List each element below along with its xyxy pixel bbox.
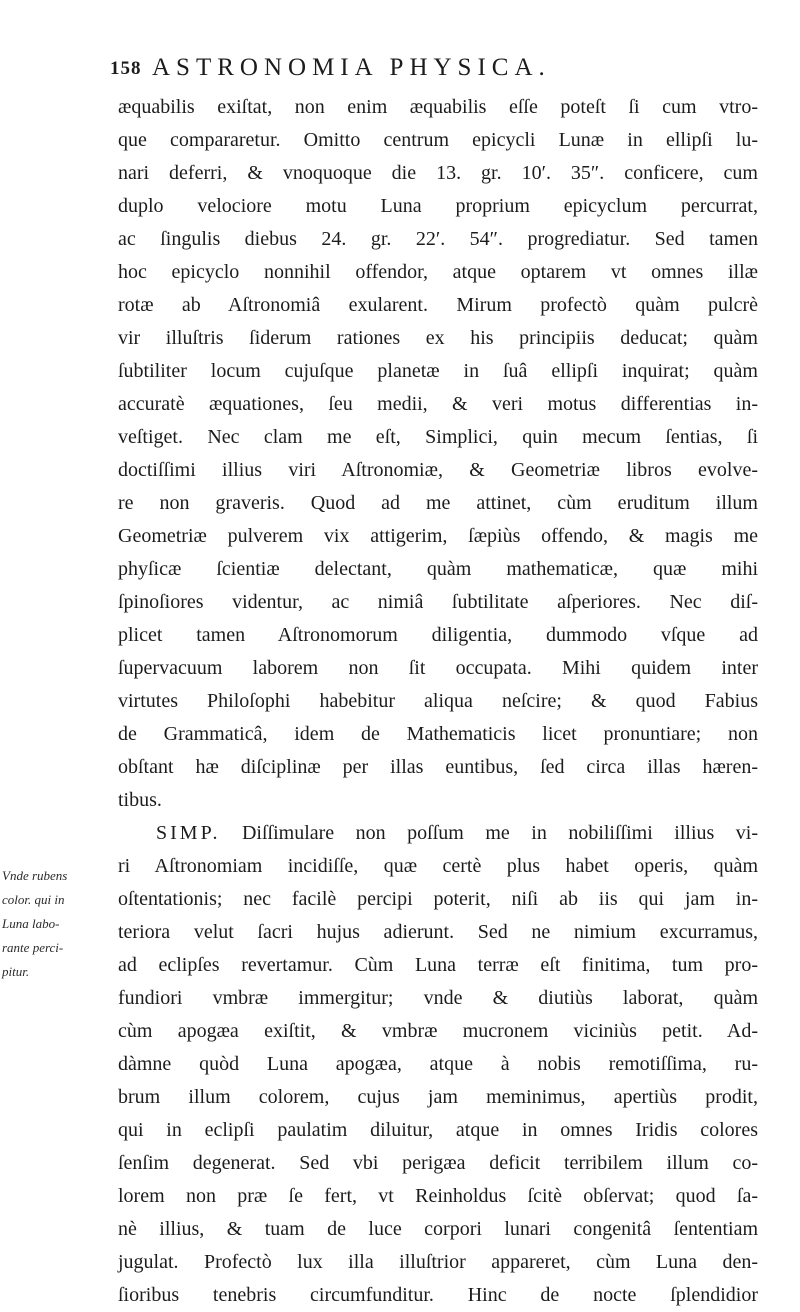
text-line: cùm apogæa exiſtit, & vmbræ mucronem viciniùs petit. Ad- [118,1020,758,1042]
text-line: duplo velociore motu Luna proprium epicyclum percurrat, [118,195,758,217]
text-line: ſpinoſiores videntur, ac nimiâ ſubtilitate aſperiores. Nec diſ- [118,591,758,613]
text-line: ac ſingulis diebus 24. gr. 22′. 54″. progrediatur. Sed tamen [118,228,758,250]
text-line: re non graveris. Quod ad me attinet, cùm eruditum illum [118,492,758,514]
text-line: teriora velut ſacri hujus adierunt. Sed ne nimium excurramus, [118,921,758,943]
text-line: hoc epicyclo nonnihil offendor, atque optarem vt omnes illæ [118,261,758,283]
margin-note-line: Luna labo- [2,916,60,931]
text-line: vir illuſtris ſiderum rationes ex his principiis deducat; quàm [118,327,758,349]
speaker-line [118,817,758,850]
margin-note-line: color. qui in [2,892,65,907]
text-line: Geometriæ pulverem vix attigerim, ſæpiùs offendo, & magis me [118,525,758,547]
margin-note-line: pitur. [2,964,30,979]
text-line: Diſſimulare non poſſum me in nobiliſſimi illius vi- [241,822,758,844]
text-line: æquabilis exiſtat, non enim æquabilis eſſe poteſt ſi cum vtro- [118,96,758,118]
text-line: ſupervacuum laborem non ſit occupata. Mihi quidem inter [118,657,758,679]
margin-note-line: Vnde rubens [2,868,68,883]
text-line: de Grammaticâ, idem de Mathematicis licet pronuntiare; non [118,723,758,745]
text-line: virtutes Philoſophi habebitur aliqua neſcire; & quod Fabius [118,690,758,712]
speaker-label: SIMP. [156,822,221,844]
text-line: qui in eclipſi paulatim diluitur, atque in omnes Iridis colores [118,1119,758,1141]
text-line: lorem non præ ſe fert, vt Reinholdus ſcitè obſervat; quod ſa- [118,1185,758,1207]
text-line: ad eclipſes revertamur. Cùm Luna terræ eſt finitima, tum pro- [118,954,758,976]
text-line: ſioribus tenebris circumfunditur. Hinc de nocte ſplendidior [118,1284,758,1306]
text-line: doctiſſimi illius viri Aſtronomiæ, & Geometriæ libros evolve- [118,459,758,481]
text-line: rotæ ab Aſtronomiâ exularent. Mirum profectò quàm pulcrè [118,294,758,316]
text-line: accuratè æquationes, ſeu medii, & veri motus differentias in- [118,393,758,415]
text-line: obſtant hæ diſciplinæ per illas euntibus, ſed circa illas hæren- [118,756,758,778]
text-line: ſubtiliter locum cujuſque planetæ in ſuâ ellipſi inquirat; quàm [118,360,758,382]
text-line: dàmne quòd Luna apogæa, atque à nobis remotiſſima, ru- [118,1053,758,1075]
running-title: ASTRONOMIA PHYSICA. [152,54,551,81]
page-number: 158 [110,58,142,79]
text-line: ſenſim degenerat. Sed vbi perigæa deficit terribilem illum co- [118,1152,758,1174]
text-line: veſtiget. Nec clam me eſt, Simplici, quin mecum ſentias, ſi [118,426,758,448]
body-text [118,91,758,1312]
text-line: tibus. [118,789,162,811]
text-line: oſtentationis; nec facilè percipi poterit, niſi ab iis qui jam in- [118,888,758,910]
text-line: nari deferri, & vnoquoque die 13. gr. 10′. 35″. conficere, cum [118,162,758,184]
page-header [110,50,750,90]
text-line: jugulat. Profectò lux illa illuſtrior appareret, cùm Luna den- [118,1251,758,1273]
text-line: phyſicæ ſcientiæ delectant, quàm mathematicæ, quæ mihi [118,558,758,580]
text-line: fundiori vmbræ immergitur; vnde & diutiùs laborat, quàm [118,987,758,1009]
text-line: nè illius, & tuam de luce corpori lunari congenitâ ſententiam [118,1218,758,1240]
text-line: brum illum colorem, cujus jam meminimus, apertiùs prodit, [118,1086,758,1108]
margin-note-line: rante perci- [2,940,64,955]
text-line: ri Aſtronomiam incidiſſe, quæ certè plus habet operis, quàm [118,855,758,877]
margin-note [2,864,114,984]
text-line: plicet tamen Aſtronomorum diligentia, dummodo vſque ad [118,624,758,646]
text-line: que compararetur. Omitto centrum epicycli Lunæ in ellipſi lu- [118,129,758,151]
